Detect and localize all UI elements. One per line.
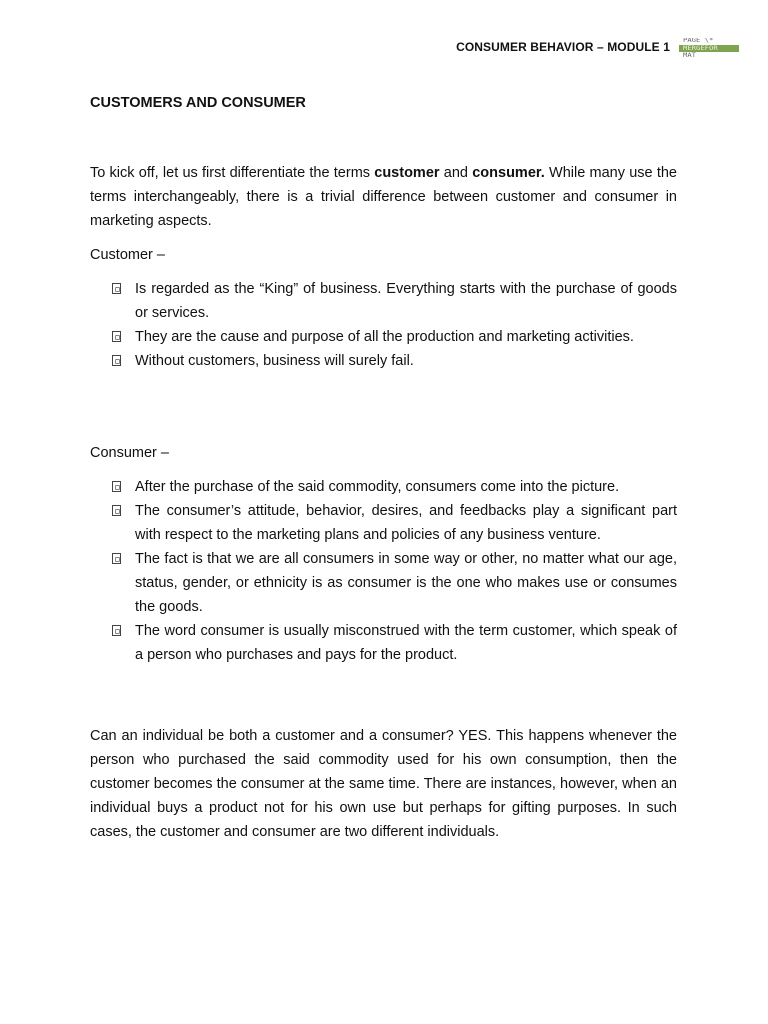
list-item-text: Without customers, business will surely fail.: [135, 353, 414, 369]
bullet-icon: [112, 283, 121, 294]
consumer-heading: Consumer –: [90, 445, 169, 461]
list-item: [90, 349, 677, 373]
closing-paragraph: Can an individual be both a customer and a consumer? YES. This happens whenever the person who purchased the said commodity used for his own consumption, then the customer becomes the consumer at the same time. There are instances, however, when an individual buys a product not for his own use but perhaps for gifting purposes. In such cases, the customer and consumer are two different individuals.: [90, 728, 677, 840]
intro-term-consumer: consumer.: [472, 165, 545, 181]
intro-text-3: While many use the terms interchangeably, there is a trivial difference between customer and consumer in marketing aspects.: [90, 165, 677, 229]
page-number-field: [677, 38, 741, 60]
list-item: [90, 325, 677, 349]
list-item: [90, 277, 677, 325]
intro-text-1: To kick off, let us first differentiate the terms: [90, 165, 375, 181]
list-item-text: After the purchase of the said commodity, consumers come into the picture.: [135, 479, 620, 495]
bullet-icon: [112, 481, 121, 492]
intro-paragraph: [90, 161, 677, 233]
page-field-bar: [679, 45, 739, 52]
header-title: CONSUMER BEHAVIOR – MODULE 1: [456, 40, 670, 54]
customer-list: [90, 277, 677, 373]
bullet-icon: [112, 625, 121, 636]
list-item-text: The word consumer is usually misconstrued with the term customer, which speak of a person who purchases and pays for the product.: [135, 623, 677, 663]
list-item: [90, 619, 677, 667]
list-item-text: They are the cause and purpose of all the production and marketing activities.: [135, 329, 634, 345]
intro-term-customer: customer: [374, 165, 440, 181]
intro-text-2: and: [439, 165, 473, 181]
page-header: [0, 38, 768, 58]
consumer-list: [90, 475, 677, 667]
list-item-text: The fact is that we are all consumers in some way or other, no matter what our age, status, gender, or ethnicity is as consumer is the one who makes use or consumes the goods.: [135, 551, 677, 615]
bullet-icon: [112, 505, 121, 516]
list-item: [90, 475, 677, 499]
section-title: CUSTOMERS AND CONSUMER: [90, 95, 306, 111]
list-item: [90, 547, 677, 619]
list-item-text: Is regarded as the “King” of business. Everything starts with the purchase of goods or services.: [135, 281, 677, 321]
page-field-middle: MERGEFOR: [683, 45, 718, 52]
bullet-icon: [112, 553, 121, 564]
list-item-text: The consumer’s attitude, behavior, desires, and feedbacks play a significant part with respect to the marketing plans and policies of any business venture.: [135, 503, 677, 543]
bullet-icon: [112, 355, 121, 366]
list-item: [90, 499, 677, 547]
customer-heading: Customer –: [90, 247, 165, 263]
bullet-icon: [112, 331, 121, 342]
page-field-bottom: MAT: [683, 52, 697, 59]
page-field-top: PAGE \*: [683, 38, 714, 44]
